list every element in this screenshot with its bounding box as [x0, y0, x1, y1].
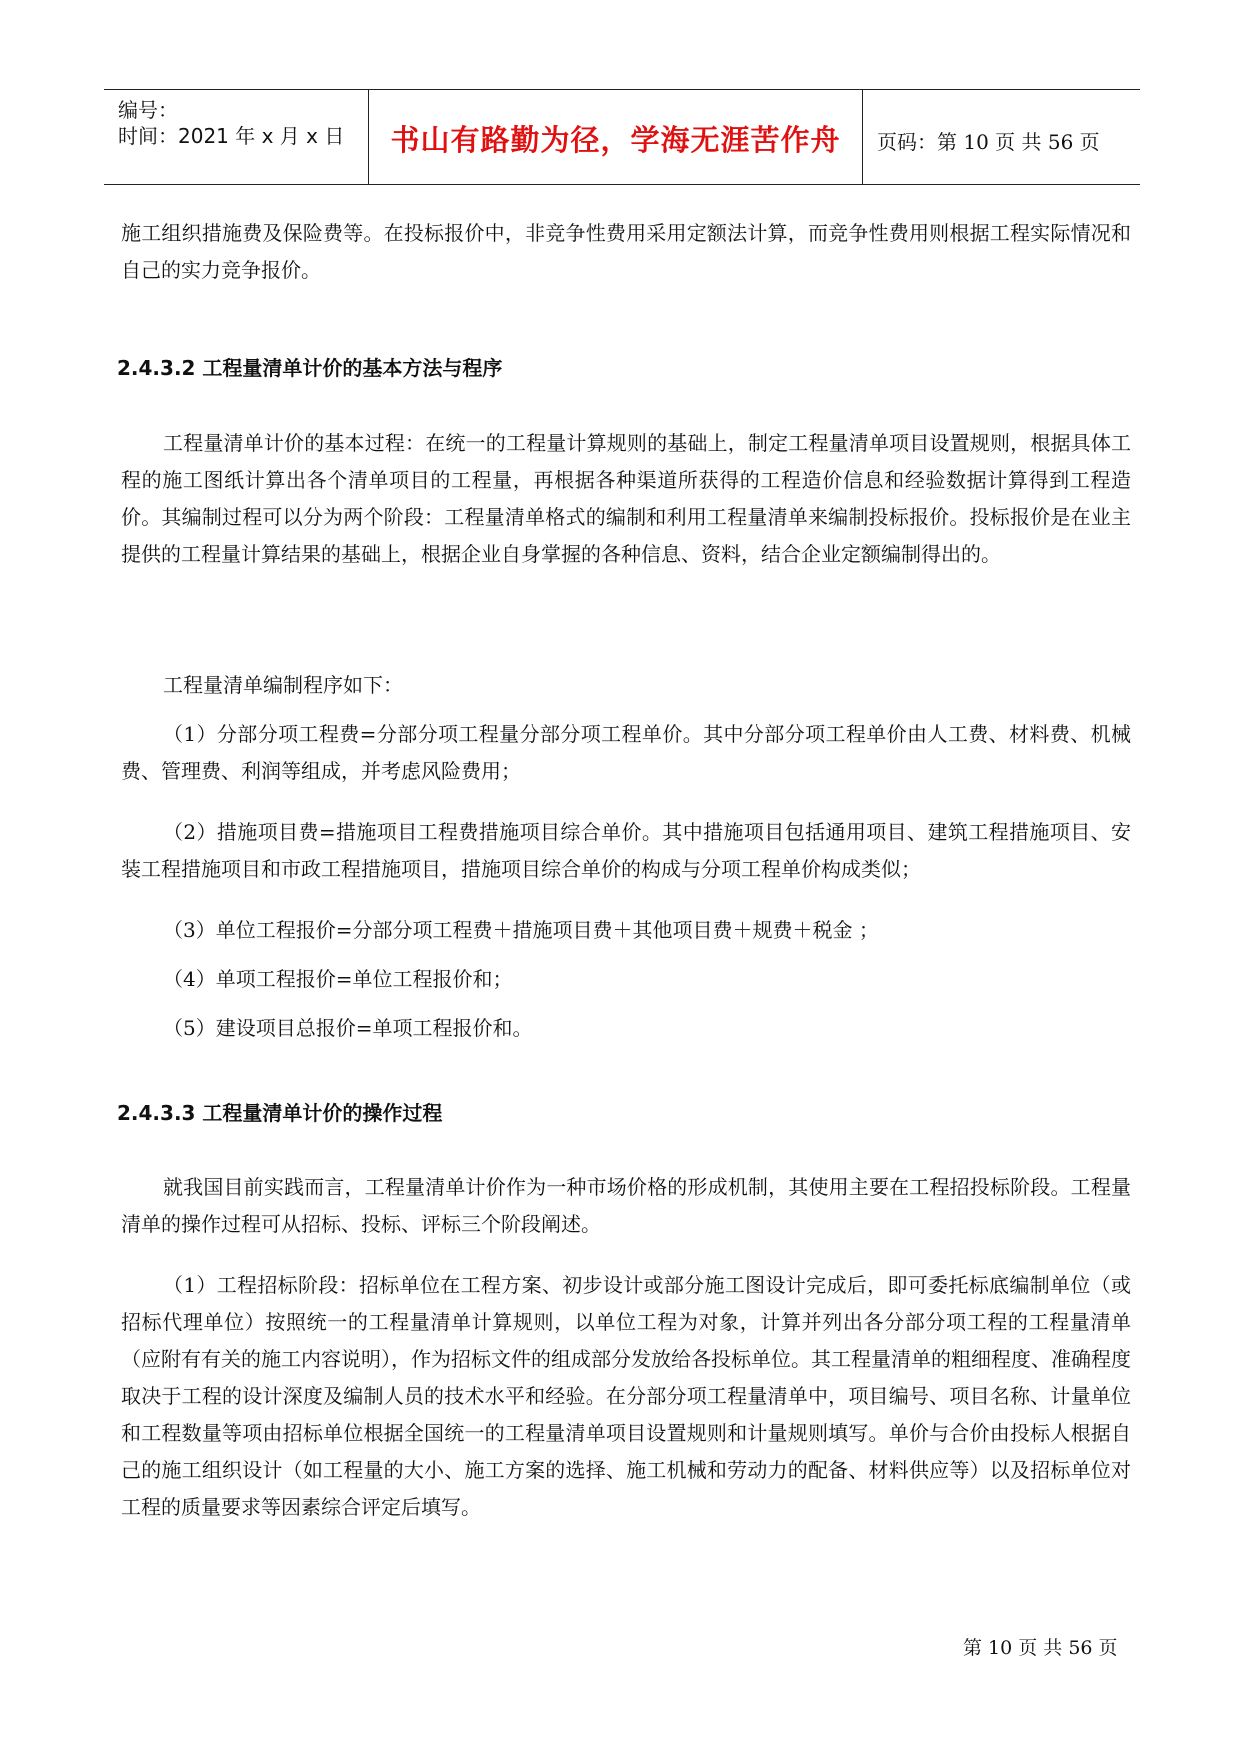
section-heading: 2.4.3.2 工程量清单计价的基本方法与程序: [117, 356, 503, 380]
header-motto: 书山有路勤为径，学海无涯苦作舟: [390, 123, 841, 157]
header-right-cell: [863, 90, 1140, 184]
paragraph: 工程量清单编制程序如下：: [163, 673, 403, 697]
page-header-table: [104, 89, 1140, 185]
paragraph: （4）单项工程报价=单位工程报价和；: [163, 967, 513, 991]
date-label: 时间：2021 年 x 月 x 日: [118, 124, 345, 148]
paragraph: （5）建设项目总报价=单项工程报价和。: [163, 1016, 533, 1040]
paragraph: 施工组织措施费及保险费等。在投标报价中，非竞争性费用采用定额法计算，而竞争性费用则根据工程实际情况和自己的实力竞争报价。: [121, 221, 1131, 282]
page-footer: 第 10 页 共 56 页: [963, 1637, 1118, 1659]
header-center-cell: [368, 90, 863, 184]
paragraph: （2）措施项目费=措施项目工程费措施项目综合单价。其中措施项目包括通用项目、建筑工程措施项目、安装工程措施项目和市政工程措施项目，措施项目综合单价的构成与分项工程单价构成类似；: [121, 820, 1131, 881]
paragraph: （1）分部分项工程费=分部分项工程量分部分项工程单价。其中分部分项工程单价由人工费、材料费、机械费、管理费、利润等组成，并考虑风险费用；: [121, 722, 1131, 783]
paragraph: 就我国目前实践而言，工程量清单计价作为一种市场价格的形成机制，其使用主要在工程招投标阶段。工程量清单的操作过程可从招标、投标、评标三个阶段阐述。: [121, 1175, 1131, 1236]
header-page-info: 页码：第 10 页 共 56 页: [877, 130, 1100, 154]
paragraph: （3）单位工程报价=分部分项工程费＋措施项目费＋其他项目费＋规费＋税金 ；: [163, 918, 879, 942]
section-heading: 2.4.3.3 工程量清单计价的操作过程: [117, 1101, 443, 1125]
serial-number-label: 编号：: [118, 98, 178, 122]
paragraph: 工程量清单计价的基本过程：在统一的工程量计算规则的基础上，制定工程量清单项目设置规则，根据具体工程的施工图纸计算出各个清单项目的工程量，再根据各种渠道所获得的工程造价信息和经验数据计算得到工程造价。其编制过程可以分为两个阶段：工程量清单格式的编制和利用工程量清单来编制投标报价。投标报价是在业主提供的工程量计算结果的基础上，根据企业自身掌握的各种信息、资料，结合企业定额编制得出的。: [121, 431, 1131, 566]
header-left-cell: [104, 90, 368, 184]
paragraph: （1）工程招标阶段：招标单位在工程方案、初步设计或部分施工图设计完成后，即可委托标底编制单位（或招标代理单位）按照统一的工程量清单计算规则，以单位工程为对象，计算并列出各分部分项工程的工程量清单（应附有有关的施工内容说明），作为招标文件的组成部分发放给各投标单位。其工程量清单的粗细程度、准确程度取决于工程的设计深度及编制人员的技术水平和经验。在分部分项工程量清单中，项目编号、项目名称、计量单位和工程数量等项由招标单位根据全国统一的工程量清单项目设置规则和计量规则填写。单价与合价由投标人根据自己的施工组织设计（如工程量的大小、施工方案的选择、施工机械和劳动力的配备、材料供应等）以及招标单位对工程的质量要求等因素综合评定后填写。: [121, 1273, 1131, 1519]
